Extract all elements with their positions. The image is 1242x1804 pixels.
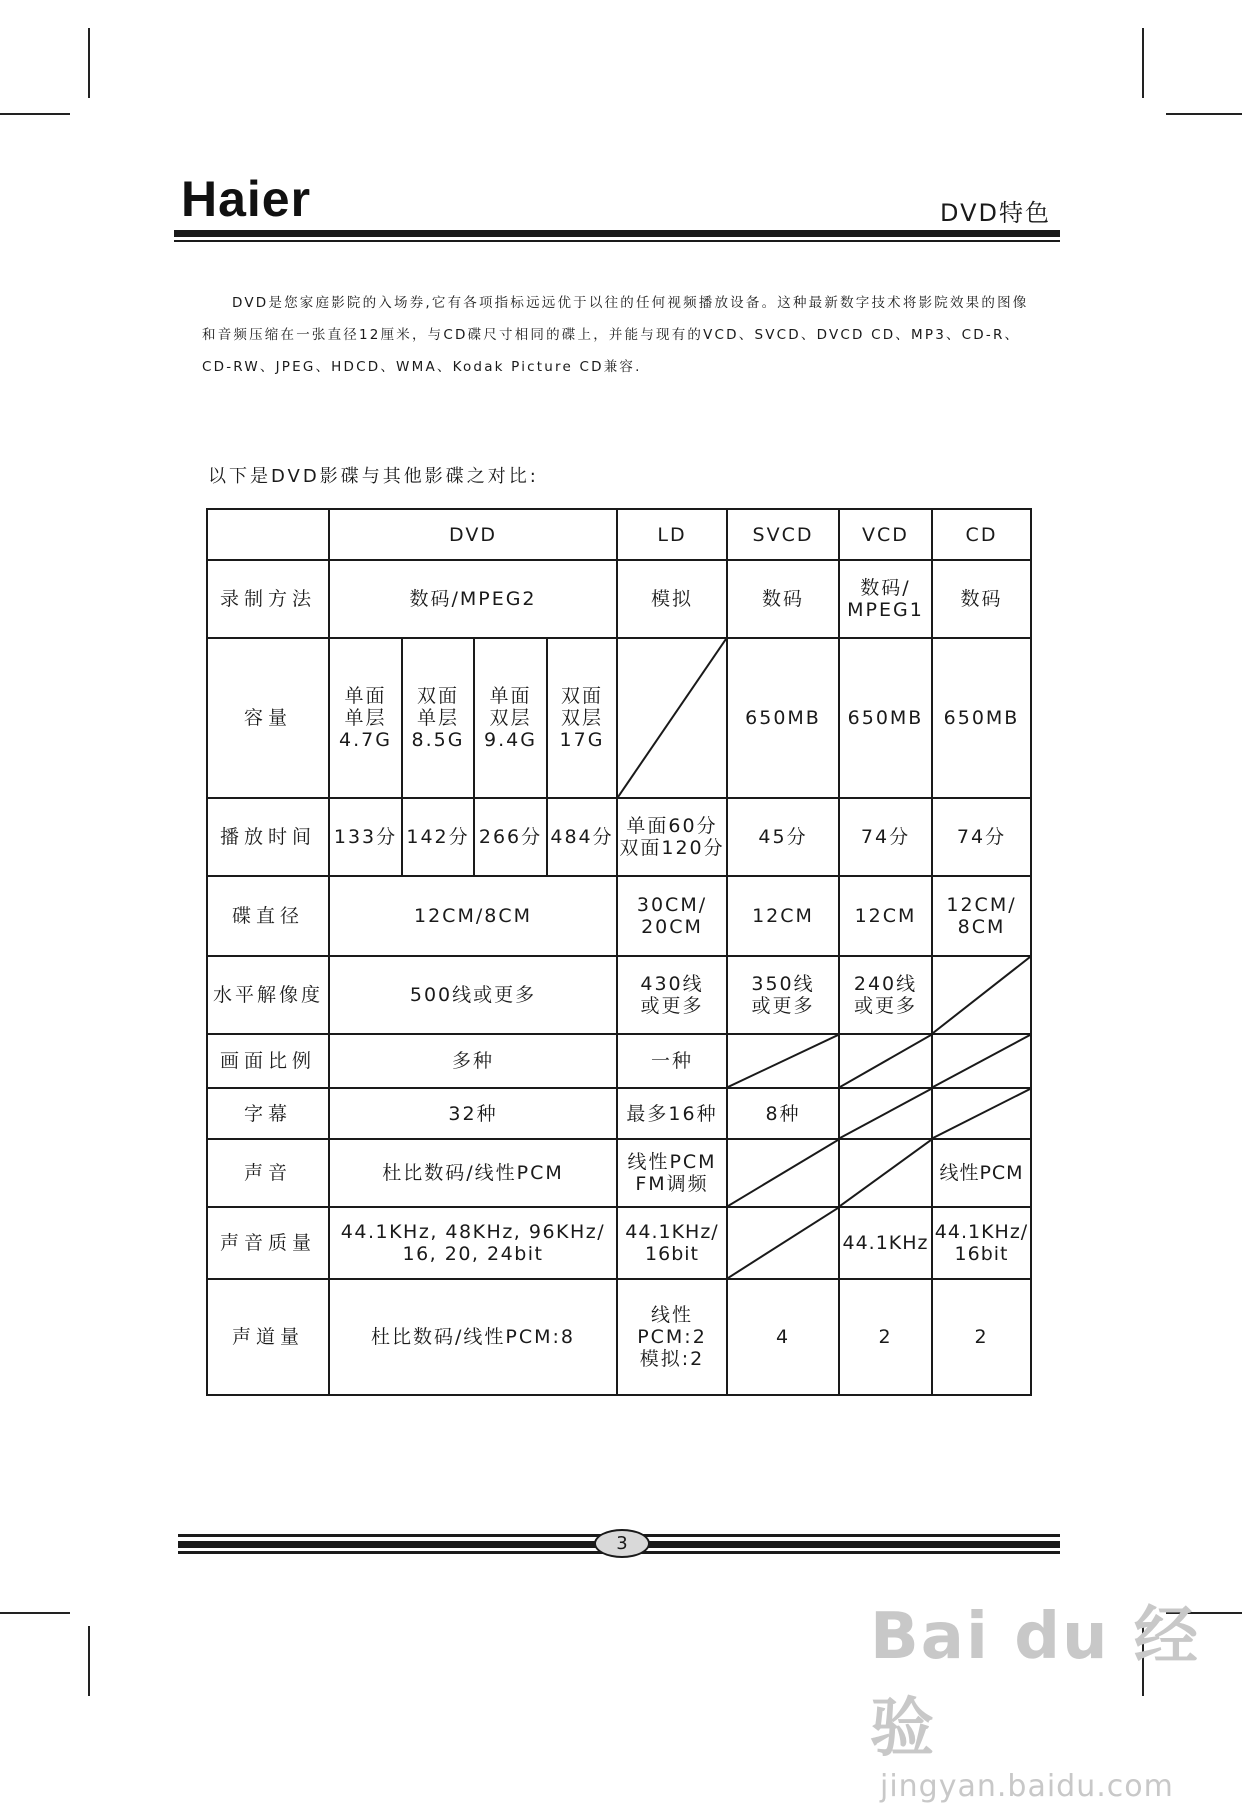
cell-dvd-2: 142分 — [402, 798, 474, 876]
crop-mark — [1166, 113, 1242, 115]
header-vcd: VCD — [839, 509, 932, 560]
cell-ld: 一种 — [617, 1034, 727, 1088]
row-subtitle — [207, 1088, 1031, 1139]
intro-paragraph — [202, 287, 1044, 383]
row-audio — [207, 1139, 1031, 1207]
row-channels — [207, 1279, 1031, 1395]
section-title: DVD特色 — [940, 199, 1051, 227]
row-label: 声音 — [207, 1139, 329, 1207]
row-record — [207, 560, 1031, 638]
cell-svcd: 4 — [727, 1279, 839, 1395]
cell-svcd: 45分 — [727, 798, 839, 876]
header-dvd: DVD — [329, 509, 617, 560]
cell-ld: 单面60分 双面120分 — [617, 798, 727, 876]
header-rule — [174, 230, 1060, 237]
page-number: 3 — [594, 1529, 650, 1558]
row-label: 字幕 — [207, 1088, 329, 1139]
cell-svcd-not-applicable — [727, 1139, 839, 1207]
cell-dvd: 杜比数码/线性PCM — [329, 1139, 617, 1207]
cell-dvd: 多种 — [329, 1034, 617, 1088]
watermark-url: jingyan.baidu.com — [880, 1769, 1174, 1804]
crop-mark — [0, 113, 70, 115]
cell-svcd-not-applicable — [727, 1207, 839, 1279]
row-label: 声道量 — [207, 1279, 329, 1395]
brand-logo: Haier — [181, 171, 312, 227]
cell-ld: 模拟 — [617, 560, 727, 638]
cell-svcd: 8种 — [727, 1088, 839, 1139]
row-aspect — [207, 1034, 1031, 1088]
cell-vcd: 数码/ MPEG1 — [839, 560, 932, 638]
cell-ld: 最多16种 — [617, 1088, 727, 1139]
cell-dvd-3: 266分 — [474, 798, 547, 876]
diagonal-slash — [618, 639, 726, 797]
cell-dvd-3: 单面 双层 9.4G — [474, 638, 547, 798]
cell-svcd: 650MB — [727, 638, 839, 798]
header-cd: CD — [932, 509, 1031, 560]
row-capacity — [207, 638, 1031, 798]
cell-vcd: 240线 或更多 — [839, 956, 932, 1034]
cell-ld: 430线 或更多 — [617, 956, 727, 1034]
diagonal-slash — [728, 1035, 838, 1087]
row-quality — [207, 1207, 1031, 1279]
row-label: 容量 — [207, 638, 329, 798]
crop-mark — [0, 1612, 70, 1614]
cell-ld: 线性 PCM:2 模拟:2 — [617, 1279, 727, 1395]
cell-cd-not-applicable — [932, 1034, 1031, 1088]
cell-cd-not-applicable — [932, 956, 1031, 1034]
row-label: 播放时间 — [207, 798, 329, 876]
watermark — [870, 1585, 1242, 1804]
cell-dvd-1: 133分 — [329, 798, 402, 876]
row-label: 声音质量 — [207, 1207, 329, 1279]
table-caption: 以下是DVD影碟与其他影碟之对比: — [208, 466, 539, 487]
row-label: 碟直径 — [207, 876, 329, 956]
header-svcd: SVCD — [727, 509, 839, 560]
cell-vcd-not-applicable — [839, 1034, 932, 1088]
diagonal-slash — [840, 1035, 931, 1087]
cell-dvd: 杜比数码/线性PCM:8 — [329, 1279, 617, 1395]
cell-svcd-not-applicable — [727, 1034, 839, 1088]
diagonal-slash — [728, 1208, 838, 1278]
cell-dvd: 12CM/8CM — [329, 876, 617, 956]
header-ld: LD — [617, 509, 727, 560]
cell-dvd: 32种 — [329, 1088, 617, 1139]
table-header-row — [207, 509, 1031, 560]
cell-vcd-not-applicable — [839, 1088, 932, 1139]
cell-svcd: 数码 — [727, 560, 839, 638]
cell-vcd: 44.1KHz — [839, 1207, 932, 1279]
diagonal-slash — [840, 1140, 931, 1206]
cell-vcd: 74分 — [839, 798, 932, 876]
cell-vcd: 2 — [839, 1279, 932, 1395]
cell-svcd: 12CM — [727, 876, 839, 956]
row-label: 水平解像度 — [207, 956, 329, 1034]
cell-cd: 线性PCM — [932, 1139, 1031, 1207]
crop-mark — [1142, 28, 1144, 98]
cell-cd: 650MB — [932, 638, 1031, 798]
cell-ld: 44.1KHz/ 16bit — [617, 1207, 727, 1279]
cell-ld-not-applicable — [617, 638, 727, 798]
cell-dvd: 数码/MPEG2 — [329, 560, 617, 638]
cell-dvd-4: 484分 — [547, 798, 617, 876]
cell-ld: 30CM/ 20CM — [617, 876, 727, 956]
cell-cd: 12CM/ 8CM — [932, 876, 1031, 956]
row-label: 录制方法 — [207, 560, 329, 638]
comparison-table — [206, 508, 1032, 1396]
cell-dvd-4: 双面 双层 17G — [547, 638, 617, 798]
row-playtime — [207, 798, 1031, 876]
header-rule-thin — [174, 240, 1060, 242]
diagonal-slash — [933, 1035, 1030, 1087]
diagonal-slash — [728, 1140, 838, 1206]
cell-dvd: 44.1KHz, 48KHz, 96KHz/ 16, 20, 24bit — [329, 1207, 617, 1279]
crop-mark — [88, 1626, 90, 1696]
header-empty — [207, 509, 329, 560]
diagonal-slash — [933, 1089, 1030, 1138]
row-diameter — [207, 876, 1031, 956]
cell-cd: 44.1KHz/ 16bit — [932, 1207, 1031, 1279]
cell-dvd: 500线或更多 — [329, 956, 617, 1034]
cell-dvd-2: 双面 单层 8.5G — [402, 638, 474, 798]
cell-vcd-not-applicable — [839, 1139, 932, 1207]
row-resolution — [207, 956, 1031, 1034]
intro-text: DVD是您家庭影院的入场券,它有各项指标远远优于以往的任何视频播放设备。这种最新数字技术将影院效果的图像和音频压缩在一张直径12厘米，与CD碟尺寸相同的碟上，并能与现有的VCD、SVCD、DVCD CD、MP3、CD-R、CD-RW、JPEG、HDCD、WMA、Kodak Picture CD兼容. — [202, 295, 1029, 375]
cell-vcd: 650MB — [839, 638, 932, 798]
cell-cd: 74分 — [932, 798, 1031, 876]
cell-vcd: 12CM — [839, 876, 932, 956]
cell-dvd-1: 单面 单层 4.7G — [329, 638, 402, 798]
cell-ld: 线性PCM FM调频 — [617, 1139, 727, 1207]
diagonal-slash — [840, 1089, 931, 1138]
cell-cd: 2 — [932, 1279, 1031, 1395]
cell-cd-not-applicable — [932, 1088, 1031, 1139]
row-label: 画面比例 — [207, 1034, 329, 1088]
crop-mark — [88, 28, 90, 98]
watermark-logo: Bai du 经验 — [870, 1600, 1200, 1766]
diagonal-slash — [933, 957, 1030, 1033]
cell-cd: 数码 — [932, 560, 1031, 638]
cell-svcd: 350线 或更多 — [727, 956, 839, 1034]
